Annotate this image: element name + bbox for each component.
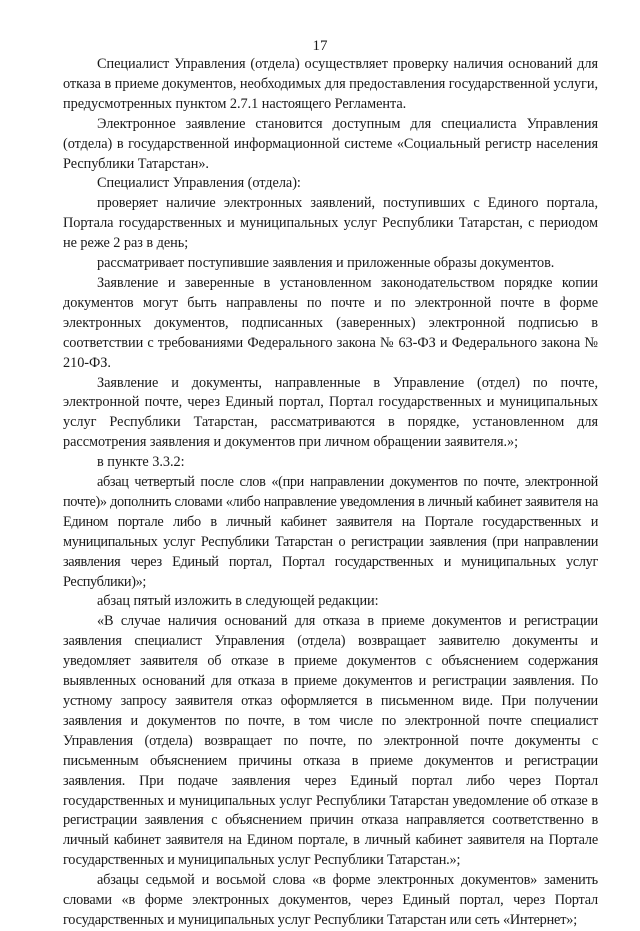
paragraph-10: абзац пятый изложить в следующей редакции: [97, 593, 379, 610]
document-body [63, 55, 598, 931]
paragraph-11: «В случае наличия оснований для отказа в приеме документов и регистрации заявления специалист Управления (отдела) возвращает заявителю документы и уведомляет заявителя об отказе в приеме документов с объяснением содержания выявленных оснований для отказа в приеме документов и регистрации заявления. По устному запросу заявителя отказ оформляется в письменном виде. При получении заявления и документов по почте, в том числе по электронной почте специалист Управления (отдела) возвращает по почте, по электронной почте документы с письменным объяснением причины отказа в приеме документов и регистрации заявления. При подаче заявления через Единый портал либо через Портал государственных и муниципальных услуг Республики Татарстан уведомление об отказе в регистрации заявления с объяснением причин отказа направляется соответственно в личный кабинет заявителя на Едином портале, в личный кабинет заявителя на Портале государственных и муниципальных услуг Республики Татарстан.»; [63, 613, 598, 869]
paragraph-5: рассматривает поступившие заявления и приложенные образы документов. [97, 255, 555, 272]
page-number: 17 [312, 38, 328, 54]
paragraph-3: Специалист Управления (отдела): [97, 175, 301, 192]
paragraph-12: абзацы седьмой и восьмой слова «в форме электронных документов» заменить словами «в форме электронных документов, через Единый портал, через Портал государственных и муниципальных услуг Республики Татарстан или сеть «Интернет»; [63, 872, 598, 928]
paragraph-7: Заявление и документы, направленные в Управление (отдел) по почте, электронной почте, через Единый портал, Портал государственных и муниципальных услуг Республики Татарстан, рассматриваются в порядке, установленном для рассмотрения заявления и документов при личном обращении заявителя.»; [63, 374, 598, 451]
paragraph-2: Электронное заявление становится доступным для специалиста Управления (отдела) в государственной информационной системе «Социальный регистр населения Республики Татарстан». [63, 115, 598, 172]
paragraph-9: абзац четвертый после слов «(при направлении документов по почте, электронной почте)» дополнить словами «либо направление уведомления в личный кабинет заявителя на Едином портале либо в личный кабинет заявителя на Портале государственных и муниципальных услуг Республики Татарстан о регистрации заявления (при направлении заявления через Единый портал, Портал государственных и муниципальных услуг Республики)»; [63, 474, 598, 590]
paragraph-8: в пункте 3.3.2: [97, 454, 185, 471]
paragraph-6: Заявление и заверенные в установленном законодательством порядке копии документов могут быть направлены по почте и по электронной почте в форме электронных документов, подписанных (заверенных) электронной подписью в соответствии с требованиями Федерального закона № 63-ФЗ и Федерального закона № 210-ФЗ. [63, 274, 598, 371]
paragraph-4: проверяет наличие электронных заявлений, поступивших с Единого портала, Портала государственных и муниципальных услуг Республики Татарстан, с периодом не реже 2 раз в день; [63, 195, 598, 252]
paragraph-1: Специалист Управления (отдела) осуществляет проверку наличия оснований для отказа в приеме документов, необходимых для предоставления государственной услуги, предусмотренных пунктом 2.7.1 настоящего Регламента. [63, 56, 598, 112]
